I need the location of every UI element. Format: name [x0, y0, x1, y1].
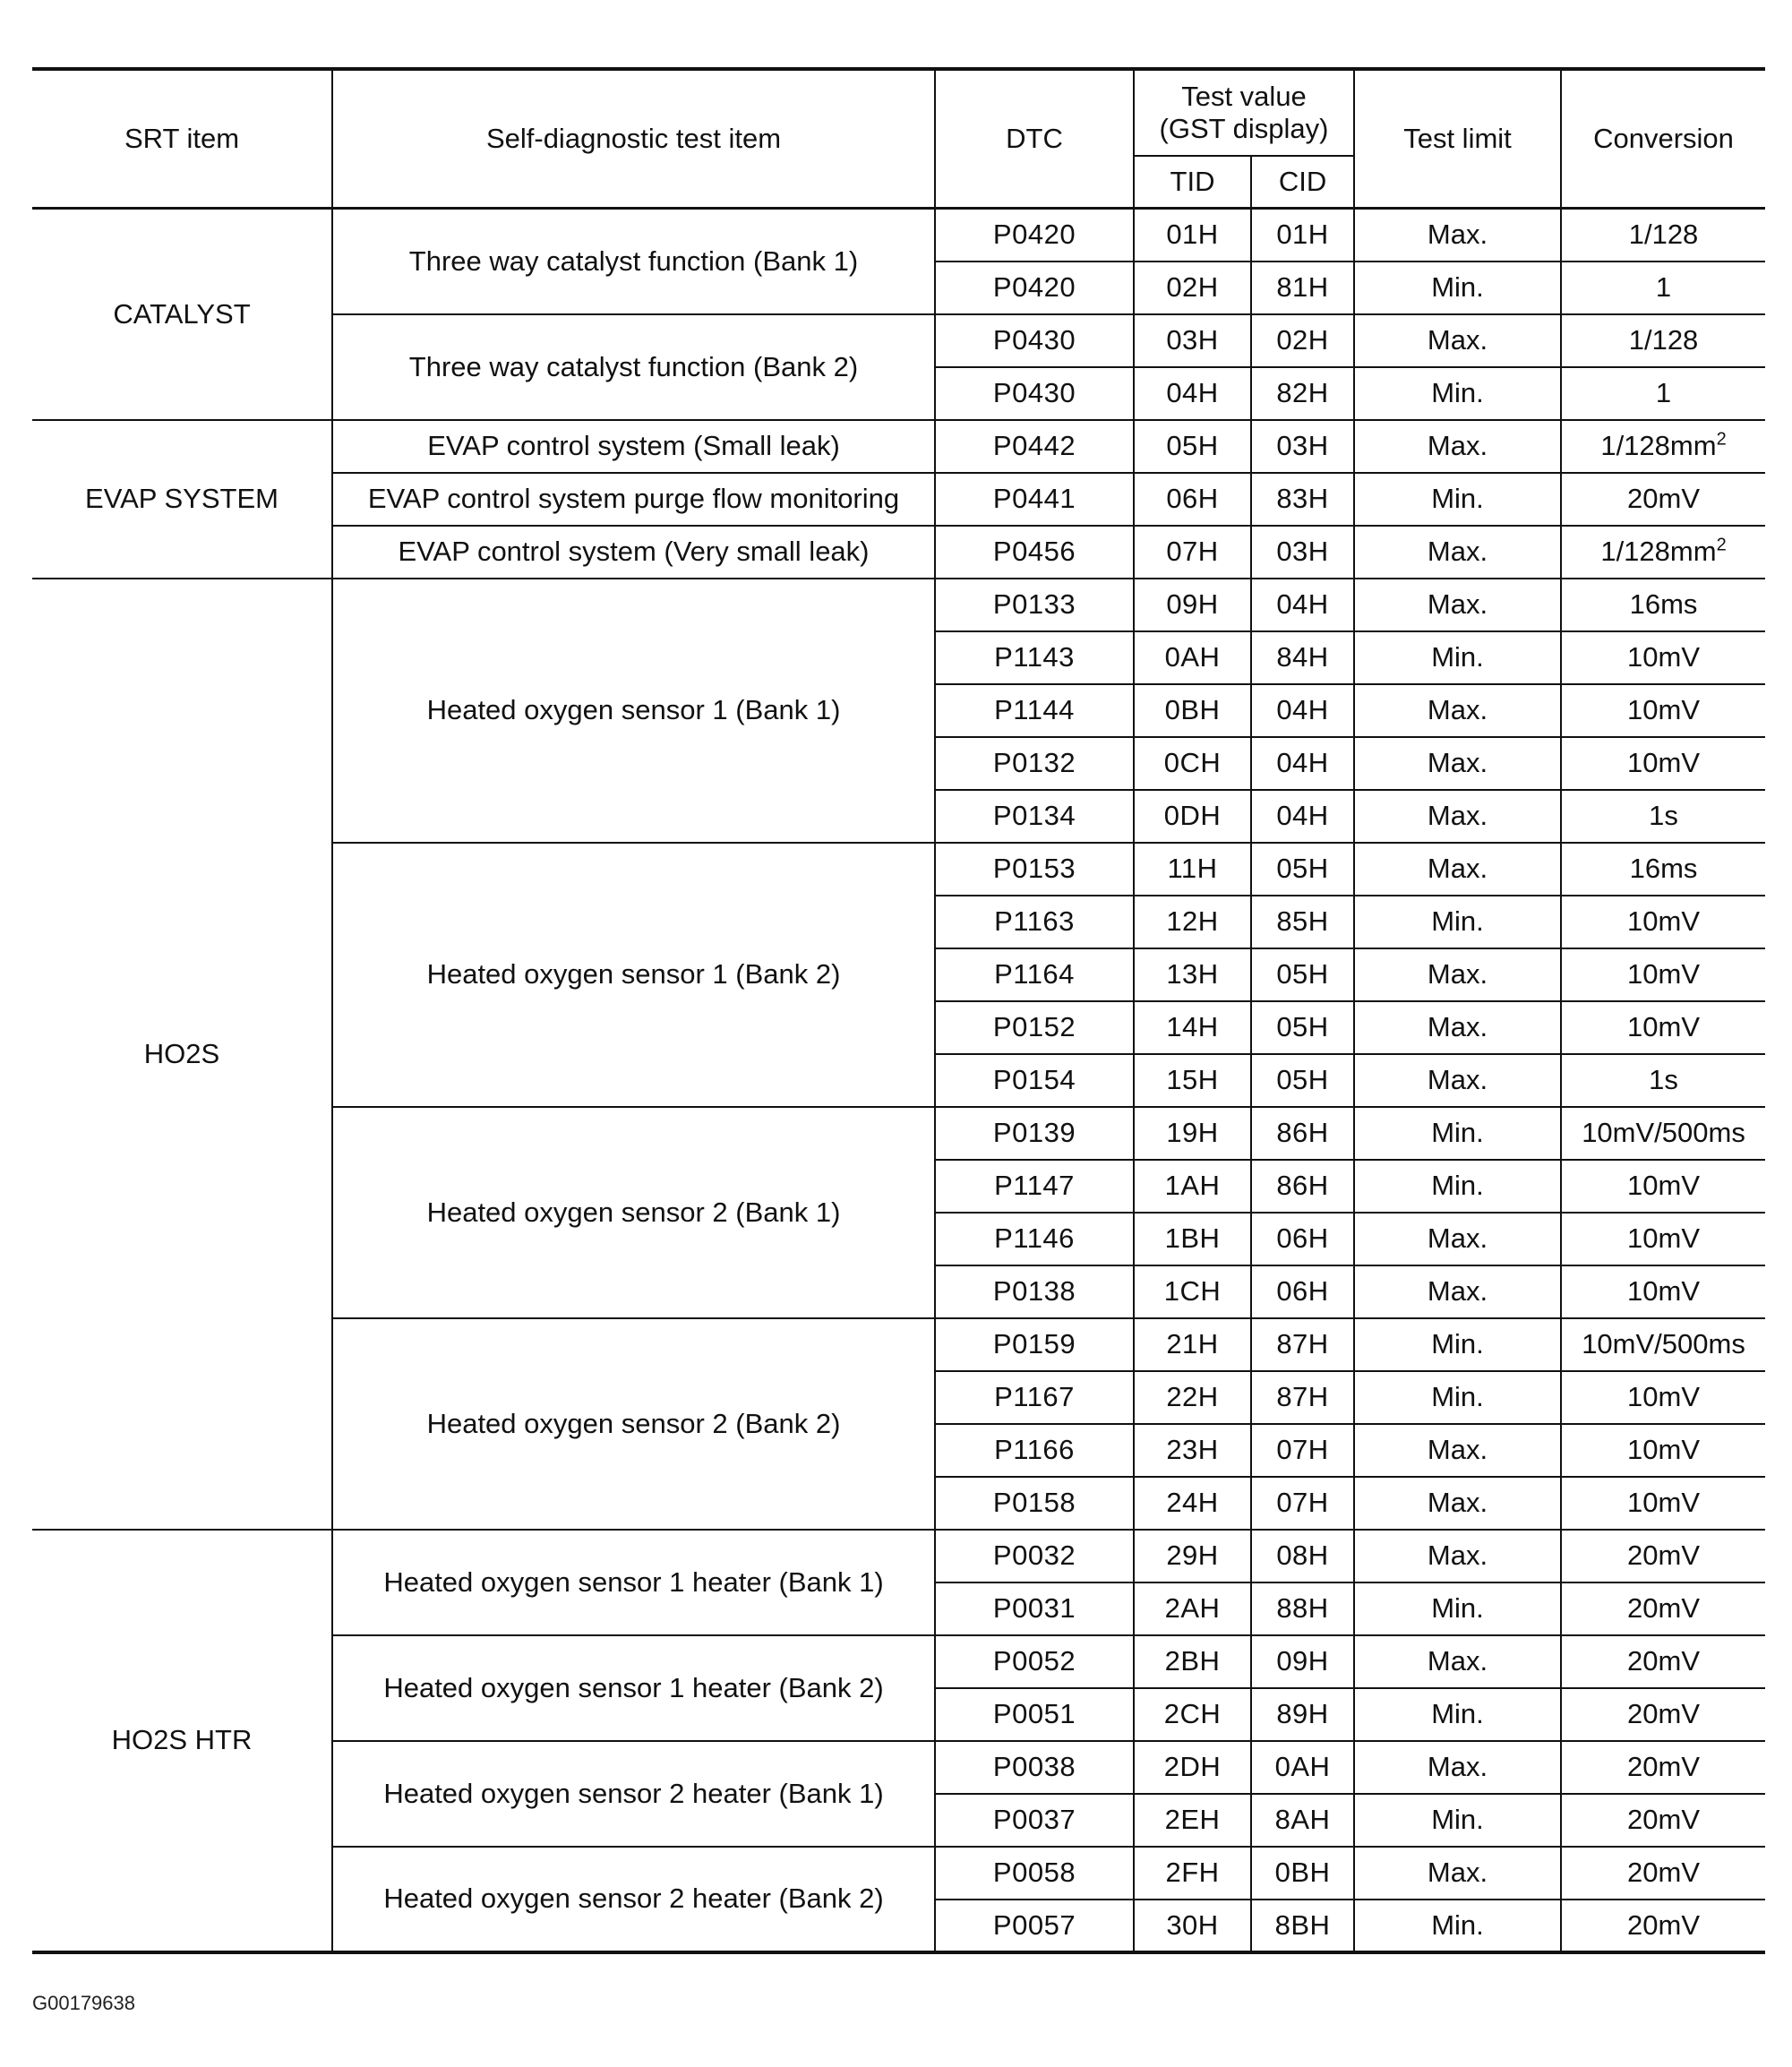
table-body — [32, 209, 1765, 1952]
table-header — [32, 69, 1765, 209]
test-limit-cell: Min. — [1354, 262, 1561, 314]
conversion-cell — [1561, 1054, 1765, 1107]
cid-cell: 02H — [1251, 314, 1354, 367]
dtc-cell: P1163 — [935, 896, 1134, 948]
test-item-cell: Heated oxygen sensor 2 heater (Bank 1) — [332, 1741, 935, 1847]
conversion-cell — [1561, 1001, 1765, 1054]
conversion-cell — [1561, 948, 1765, 1001]
tid-cell: 03H — [1134, 314, 1251, 367]
conversion-value: 10mV/500ms — [1582, 1328, 1745, 1360]
conversion-cell — [1561, 1371, 1765, 1424]
test-item-cell: Heated oxygen sensor 1 (Bank 2) — [332, 843, 935, 1107]
tid-cell: 21H — [1134, 1318, 1251, 1371]
conversion-value: 10mV — [1627, 694, 1700, 726]
dtc-cell: P0420 — [935, 209, 1134, 262]
conversion-value: 20mV — [1627, 1592, 1700, 1625]
conversion-value: 10mV — [1627, 958, 1700, 991]
test-limit-cell: Max. — [1354, 1424, 1561, 1477]
dtc-cell: P0032 — [935, 1530, 1134, 1582]
conversion-cell — [1561, 1477, 1765, 1530]
table-row — [32, 209, 1765, 262]
dtc-cell: P0037 — [935, 1794, 1134, 1847]
test-limit-cell: Max. — [1354, 1847, 1561, 1900]
test-item-cell: Heated oxygen sensor 1 heater (Bank 2) — [332, 1635, 935, 1741]
test-item-cell: Heated oxygen sensor 2 heater (Bank 2) — [332, 1847, 935, 1952]
test-item-cell: Heated oxygen sensor 1 (Bank 1) — [332, 579, 935, 843]
conversion-cell — [1561, 737, 1765, 790]
test-limit-cell: Min. — [1354, 896, 1561, 948]
dtc-cell: P1147 — [935, 1160, 1134, 1213]
conversion-value: 20mV — [1627, 1908, 1700, 1941]
conversion-value: 20mV — [1627, 1804, 1700, 1836]
conversion-cell — [1561, 790, 1765, 843]
conversion-cell — [1561, 1213, 1765, 1265]
dtc-cell: P1164 — [935, 948, 1134, 1001]
conversion-value: 10mV — [1627, 1011, 1700, 1043]
dtc-cell: P0133 — [935, 579, 1134, 631]
test-limit-cell: Max. — [1354, 948, 1561, 1001]
conversion-value: 10mV — [1627, 747, 1700, 779]
cid-cell: 04H — [1251, 790, 1354, 843]
conversion-value: 10mV — [1627, 1275, 1700, 1308]
dtc-cell: P0430 — [935, 367, 1134, 420]
tid-cell: 19H — [1134, 1107, 1251, 1160]
test-item-cell: Heated oxygen sensor 1 heater (Bank 1) — [332, 1530, 935, 1635]
cid-cell: 82H — [1251, 367, 1354, 420]
cid-cell: 04H — [1251, 579, 1354, 631]
tid-cell: 0CH — [1134, 737, 1251, 790]
tid-cell: 1BH — [1134, 1213, 1251, 1265]
conversion-cell — [1561, 1582, 1765, 1635]
test-limit-cell: Min. — [1354, 1160, 1561, 1213]
cid-cell: 04H — [1251, 684, 1354, 737]
test-limit-cell: Max. — [1354, 1054, 1561, 1107]
conversion-cell — [1561, 1265, 1765, 1318]
table-row — [32, 420, 1765, 473]
dtc-cell: P1146 — [935, 1213, 1134, 1265]
dtc-cell: P0038 — [935, 1741, 1134, 1794]
dtc-cell: P0052 — [935, 1635, 1134, 1688]
test-item-cell: Heated oxygen sensor 2 (Bank 1) — [332, 1107, 935, 1318]
test-limit-cell: Max. — [1354, 684, 1561, 737]
dtc-cell: P0132 — [935, 737, 1134, 790]
cid-cell: 89H — [1251, 1688, 1354, 1741]
conversion-cell — [1561, 1107, 1765, 1160]
test-limit-cell: Max. — [1354, 526, 1561, 579]
cid-cell: 8BH — [1251, 1900, 1354, 1952]
header-test-value — [1134, 69, 1354, 156]
test-limit-cell: Max. — [1354, 790, 1561, 843]
dtc-cell: P0153 — [935, 843, 1134, 896]
conversion-cell — [1561, 1424, 1765, 1477]
cid-cell: 87H — [1251, 1371, 1354, 1424]
test-item-cell: EVAP control system (Small leak) — [332, 420, 935, 473]
conversion-value: 20mV — [1627, 1645, 1700, 1677]
conversion-value: 1 — [1655, 271, 1672, 304]
tid-cell: 30H — [1134, 1900, 1251, 1952]
dtc-cell: P0420 — [935, 262, 1134, 314]
tid-cell: 05H — [1134, 420, 1251, 473]
conversion-value: 16ms — [1629, 588, 1698, 621]
conversion-cell — [1561, 1900, 1765, 1952]
header-test-limit: Test limit — [1354, 69, 1561, 209]
cid-cell: 07H — [1251, 1424, 1354, 1477]
test-item-cell: Three way catalyst function (Bank 1) — [332, 209, 935, 314]
conversion-cell — [1561, 1741, 1765, 1794]
conversion-value: 1/128 — [1628, 324, 1699, 356]
tid-cell: 24H — [1134, 1477, 1251, 1530]
header-test-value-line1: Test value — [1181, 81, 1307, 113]
tid-cell: 2BH — [1134, 1635, 1251, 1688]
test-limit-cell: Min. — [1354, 1107, 1561, 1160]
conversion-value: 16ms — [1629, 853, 1698, 885]
tid-cell: 04H — [1134, 367, 1251, 420]
test-limit-cell: Min. — [1354, 1900, 1561, 1952]
conversion-cell — [1561, 420, 1765, 473]
dtc-cell: P0152 — [935, 1001, 1134, 1054]
dtc-cell: P0057 — [935, 1900, 1134, 1952]
test-limit-cell: Max. — [1354, 1213, 1561, 1265]
test-item-cell: Heated oxygen sensor 2 (Bank 2) — [332, 1318, 935, 1530]
test-limit-cell: Min. — [1354, 1582, 1561, 1635]
cid-cell: 05H — [1251, 948, 1354, 1001]
test-limit-cell: Max. — [1354, 1741, 1561, 1794]
conversion-cell — [1561, 1530, 1765, 1582]
conversion-cell — [1561, 1794, 1765, 1847]
dtc-cell: P0058 — [935, 1847, 1134, 1900]
cid-cell: 09H — [1251, 1635, 1354, 1688]
conversion-cell — [1561, 843, 1765, 896]
tid-cell: 0AH — [1134, 631, 1251, 684]
tid-cell: 29H — [1134, 1530, 1251, 1582]
conversion-value: 10mV — [1627, 641, 1700, 673]
conversion-cell — [1561, 896, 1765, 948]
conversion-cell — [1561, 367, 1765, 420]
dtc-cell: P0134 — [935, 790, 1134, 843]
test-limit-cell: Max. — [1354, 1635, 1561, 1688]
tid-cell: 01H — [1134, 209, 1251, 262]
table-row — [32, 1530, 1765, 1582]
cid-cell: 85H — [1251, 896, 1354, 948]
cid-cell: 87H — [1251, 1318, 1354, 1371]
cid-cell: 84H — [1251, 631, 1354, 684]
conversion-value: 1 — [1655, 377, 1672, 409]
header-test-value-line2: (GST display) — [1159, 113, 1329, 144]
cid-cell: 05H — [1251, 843, 1354, 896]
cid-cell: 03H — [1251, 420, 1354, 473]
tid-cell: 02H — [1134, 262, 1251, 314]
test-limit-cell: Min. — [1354, 367, 1561, 420]
tid-cell: 0BH — [1134, 684, 1251, 737]
test-limit-cell: Max. — [1354, 209, 1561, 262]
conversion-value: 1/128mm — [1600, 536, 1717, 568]
tid-cell: 2FH — [1134, 1847, 1251, 1900]
cid-cell: 05H — [1251, 1001, 1354, 1054]
test-limit-cell: Min. — [1354, 1318, 1561, 1371]
conversion-cell — [1561, 1635, 1765, 1688]
cid-cell: 86H — [1251, 1160, 1354, 1213]
cid-cell: 06H — [1251, 1213, 1354, 1265]
dtc-cell: P0154 — [935, 1054, 1134, 1107]
conversion-value: 20mV — [1627, 483, 1700, 515]
conversion-cell — [1561, 314, 1765, 367]
conversion-value: 10mV — [1627, 905, 1700, 938]
dtc-cell: P1144 — [935, 684, 1134, 737]
test-limit-cell: Max. — [1354, 1530, 1561, 1582]
dtc-cell: P0051 — [935, 1688, 1134, 1741]
tid-cell: 2DH — [1134, 1741, 1251, 1794]
cid-cell: 8AH — [1251, 1794, 1354, 1847]
srt-item-cell: EVAP SYSTEM — [32, 420, 332, 579]
conversion-value: 10mV — [1627, 1487, 1700, 1519]
header-conversion: Conversion — [1561, 69, 1765, 209]
test-limit-cell: Max. — [1354, 314, 1561, 367]
conversion-value: 20mV — [1627, 1540, 1700, 1572]
conversion-superscript: 2 — [1716, 535, 1727, 555]
srt-item-cell: CATALYST — [32, 209, 332, 420]
dtc-cell: P0159 — [935, 1318, 1134, 1371]
test-limit-cell: Max. — [1354, 1265, 1561, 1318]
cid-cell: 05H — [1251, 1054, 1354, 1107]
conversion-cell — [1561, 262, 1765, 314]
conversion-cell — [1561, 579, 1765, 631]
test-limit-cell: Max. — [1354, 737, 1561, 790]
test-limit-cell: Max. — [1354, 420, 1561, 473]
dtc-cell: P0441 — [935, 473, 1134, 526]
dtc-cell: P1166 — [935, 1424, 1134, 1477]
test-limit-cell: Max. — [1354, 1477, 1561, 1530]
conversion-cell — [1561, 1318, 1765, 1371]
srt-item-cell: HO2S HTR — [32, 1530, 332, 1952]
dtc-cell: P0031 — [935, 1582, 1134, 1635]
tid-cell: 12H — [1134, 896, 1251, 948]
conversion-cell — [1561, 1160, 1765, 1213]
cid-cell: 03H — [1251, 526, 1354, 579]
tid-cell: 2CH — [1134, 1688, 1251, 1741]
tid-cell: 22H — [1134, 1371, 1251, 1424]
test-limit-cell: Min. — [1354, 473, 1561, 526]
test-limit-cell: Max. — [1354, 843, 1561, 896]
srt-table — [32, 67, 1765, 1954]
tid-cell: 09H — [1134, 579, 1251, 631]
conversion-value: 20mV — [1627, 1751, 1700, 1783]
tid-cell: 15H — [1134, 1054, 1251, 1107]
test-limit-cell: Min. — [1354, 1688, 1561, 1741]
figure-id: G00179638 — [32, 1992, 135, 2014]
conversion-superscript: 2 — [1716, 429, 1727, 450]
cid-cell: 08H — [1251, 1530, 1354, 1582]
conversion-value: 1/128mm — [1600, 430, 1717, 462]
test-item-cell: EVAP control system (Very small leak) — [332, 526, 935, 579]
cid-cell: 0AH — [1251, 1741, 1354, 1794]
test-limit-cell: Min. — [1354, 1371, 1561, 1424]
test-limit-cell: Max. — [1354, 1001, 1561, 1054]
cid-cell: 81H — [1251, 262, 1354, 314]
conversion-cell — [1561, 1688, 1765, 1741]
conversion-value: 10mV — [1627, 1434, 1700, 1466]
conversion-value: 10mV — [1627, 1381, 1700, 1413]
conversion-value: 1s — [1649, 1064, 1678, 1096]
cid-cell: 86H — [1251, 1107, 1354, 1160]
conversion-cell — [1561, 1847, 1765, 1900]
test-item-cell: EVAP control system purge flow monitoring — [332, 473, 935, 526]
dtc-cell: P1167 — [935, 1371, 1134, 1424]
conversion-value: 20mV — [1627, 1857, 1700, 1889]
test-item-cell: Three way catalyst function (Bank 2) — [332, 314, 935, 420]
cid-cell: 01H — [1251, 209, 1354, 262]
header-self-diagnostic-test-item: Self-diagnostic test item — [332, 69, 935, 209]
cid-cell: 04H — [1251, 737, 1354, 790]
cid-cell: 06H — [1251, 1265, 1354, 1318]
dtc-cell: P0442 — [935, 420, 1134, 473]
header-tid: TID — [1134, 156, 1251, 209]
conversion-cell — [1561, 209, 1765, 262]
conversion-cell — [1561, 473, 1765, 526]
cid-cell: 88H — [1251, 1582, 1354, 1635]
tid-cell: 11H — [1134, 843, 1251, 896]
conversion-value: 10mV — [1627, 1170, 1700, 1202]
tid-cell: 07H — [1134, 526, 1251, 579]
tid-cell: 23H — [1134, 1424, 1251, 1477]
dtc-cell: P0138 — [935, 1265, 1134, 1318]
tid-cell: 0DH — [1134, 790, 1251, 843]
dtc-cell: P0456 — [935, 526, 1134, 579]
conversion-value: 1/128 — [1628, 219, 1699, 251]
test-limit-cell: Min. — [1354, 1794, 1561, 1847]
header-dtc: DTC — [935, 69, 1134, 209]
conversion-value: 10mV — [1627, 1222, 1700, 1255]
header-srt-item: SRT item — [32, 69, 332, 209]
table-row — [32, 579, 1765, 631]
header-cid: CID — [1251, 156, 1354, 209]
tid-cell: 14H — [1134, 1001, 1251, 1054]
conversion-cell — [1561, 684, 1765, 737]
dtc-cell: P0158 — [935, 1477, 1134, 1530]
conversion-cell — [1561, 631, 1765, 684]
conversion-value: 1s — [1649, 800, 1678, 832]
conversion-cell — [1561, 526, 1765, 579]
dtc-cell: P0139 — [935, 1107, 1134, 1160]
cid-cell: 07H — [1251, 1477, 1354, 1530]
tid-cell: 1AH — [1134, 1160, 1251, 1213]
tid-cell: 06H — [1134, 473, 1251, 526]
cid-cell: 0BH — [1251, 1847, 1354, 1900]
tid-cell: 2EH — [1134, 1794, 1251, 1847]
conversion-value: 10mV/500ms — [1582, 1117, 1745, 1149]
test-limit-cell: Min. — [1354, 631, 1561, 684]
tid-cell: 13H — [1134, 948, 1251, 1001]
test-limit-cell: Max. — [1354, 579, 1561, 631]
tid-cell: 2AH — [1134, 1582, 1251, 1635]
srt-item-cell: HO2S — [32, 579, 332, 1530]
conversion-value: 20mV — [1627, 1698, 1700, 1730]
dtc-cell: P1143 — [935, 631, 1134, 684]
cid-cell: 83H — [1251, 473, 1354, 526]
dtc-cell: P0430 — [935, 314, 1134, 367]
tid-cell: 1CH — [1134, 1265, 1251, 1318]
